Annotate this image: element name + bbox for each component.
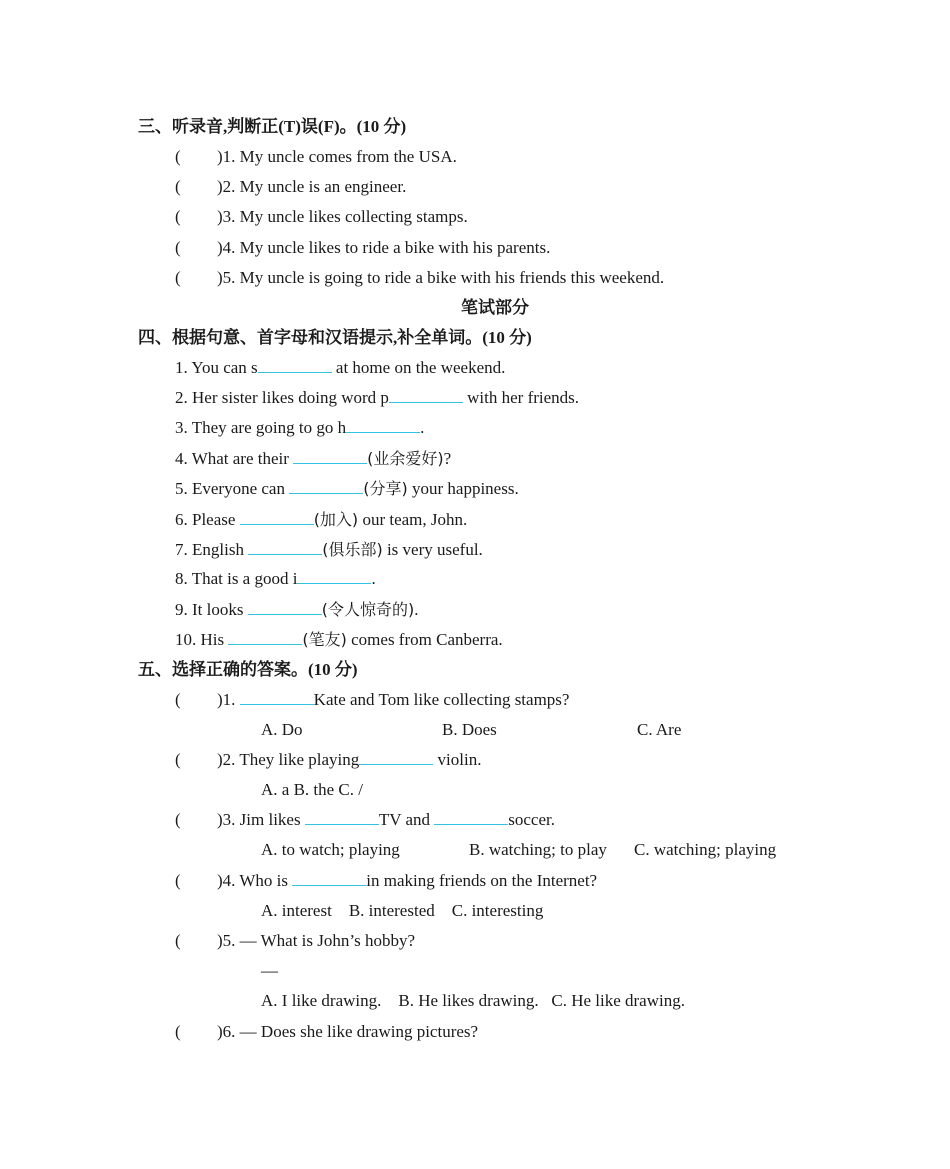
- answer-dash: —: [261, 961, 278, 980]
- list-item: ( )1. My uncle comes from the USA.: [175, 147, 457, 166]
- list-item: 1. You can s at home on the weekend.: [175, 358, 506, 377]
- list-item: ( )3. My uncle likes collecting stamps.: [175, 207, 468, 226]
- fill-blank[interactable]: [240, 510, 314, 525]
- list-item: 2. Her sister likes doing word p with her friends.: [175, 388, 580, 407]
- question-5: ( )5. — What is John’s hobby?: [175, 931, 416, 950]
- fill-blank[interactable]: [346, 418, 420, 433]
- fill-blank[interactable]: [258, 358, 332, 373]
- answer-paren[interactable]: (: [175, 810, 181, 829]
- section5-title: 五、选择正确的答案。(10 分): [138, 660, 358, 679]
- fill-blank[interactable]: [359, 750, 433, 765]
- fill-blank[interactable]: [297, 569, 371, 584]
- option-c[interactable]: C. watching; playing: [634, 840, 777, 859]
- section3-title: 三、听录音,判断正(T)误(F)。(10 分): [138, 117, 407, 136]
- answer-paren[interactable]: (: [175, 871, 181, 890]
- list-item: 7. English (俱乐部) is very useful.: [175, 540, 483, 559]
- question-4-options: A. interest B. interested C. interesting: [261, 901, 544, 920]
- option-a[interactable]: A. Do: [261, 720, 303, 739]
- option-c[interactable]: C. Are: [637, 720, 682, 739]
- fill-blank[interactable]: [248, 540, 322, 555]
- list-item: 5. Everyone can (分享) your happiness.: [175, 479, 519, 498]
- answer-paren[interactable]: (: [175, 690, 181, 709]
- written-part-heading: 笔试部分: [461, 298, 529, 317]
- answer-paren[interactable]: (: [175, 238, 181, 257]
- question-1-options: [0, 719, 950, 741]
- list-item: 9. It looks (令人惊奇的).: [175, 600, 419, 619]
- fill-blank[interactable]: [289, 479, 363, 494]
- fill-blank[interactable]: [305, 810, 379, 825]
- question-2-options: A. a B. the C. /: [261, 780, 363, 799]
- question-6: ( )6. — Does she like drawing pictures?: [175, 1022, 479, 1041]
- option-a[interactable]: A. to watch; playing: [261, 840, 400, 859]
- answer-paren[interactable]: (: [175, 268, 181, 287]
- answer-paren[interactable]: (: [175, 147, 181, 166]
- fill-blank[interactable]: [240, 690, 314, 705]
- question-5-options: A. I like drawing. B. He likes drawing. C. He like drawing.: [261, 991, 685, 1010]
- answer-paren[interactable]: (: [175, 931, 181, 950]
- question-3: ( )3. Jim likes TV and soccer.: [175, 810, 555, 829]
- fill-blank[interactable]: [228, 630, 302, 645]
- question-3-options: [0, 839, 950, 861]
- answer-paren[interactable]: (: [175, 207, 181, 226]
- list-item: ( )5. My uncle is going to ride a bike with his friends this weekend.: [175, 268, 665, 287]
- answer-paren[interactable]: (: [175, 1022, 181, 1041]
- fill-blank[interactable]: [434, 810, 508, 825]
- option-b[interactable]: B. Does: [442, 720, 497, 739]
- fill-blank[interactable]: [293, 449, 367, 464]
- section4-title: 四、根据句意、首字母和汉语提示,补全单词。(10 分): [138, 328, 532, 347]
- list-item: 6. Please (加入) our team, John.: [175, 510, 468, 529]
- list-item: ( )4. My uncle likes to ride a bike with his parents.: [175, 238, 551, 257]
- list-item: 10. His (笔友) comes from Canberra.: [175, 630, 503, 649]
- fill-blank[interactable]: [292, 871, 366, 886]
- option-b[interactable]: B. watching; to play: [469, 840, 607, 859]
- question-4: ( )4. Who is in making friends on the Internet?: [175, 871, 598, 890]
- fill-blank[interactable]: [389, 388, 463, 403]
- list-item: 8. That is a good i .: [175, 569, 376, 588]
- answer-paren[interactable]: (: [175, 177, 181, 196]
- fill-blank[interactable]: [248, 600, 322, 615]
- list-item: 3. They are going to go h .: [175, 418, 425, 437]
- question-2: ( )2. They like playing violin.: [175, 750, 482, 769]
- list-item: ( )2. My uncle is an engineer.: [175, 177, 407, 196]
- answer-paren[interactable]: (: [175, 750, 181, 769]
- question-1: ( )1. Kate and Tom like collecting stamps?: [175, 690, 570, 709]
- list-item: 4. What are their (业余爱好)?: [175, 449, 452, 468]
